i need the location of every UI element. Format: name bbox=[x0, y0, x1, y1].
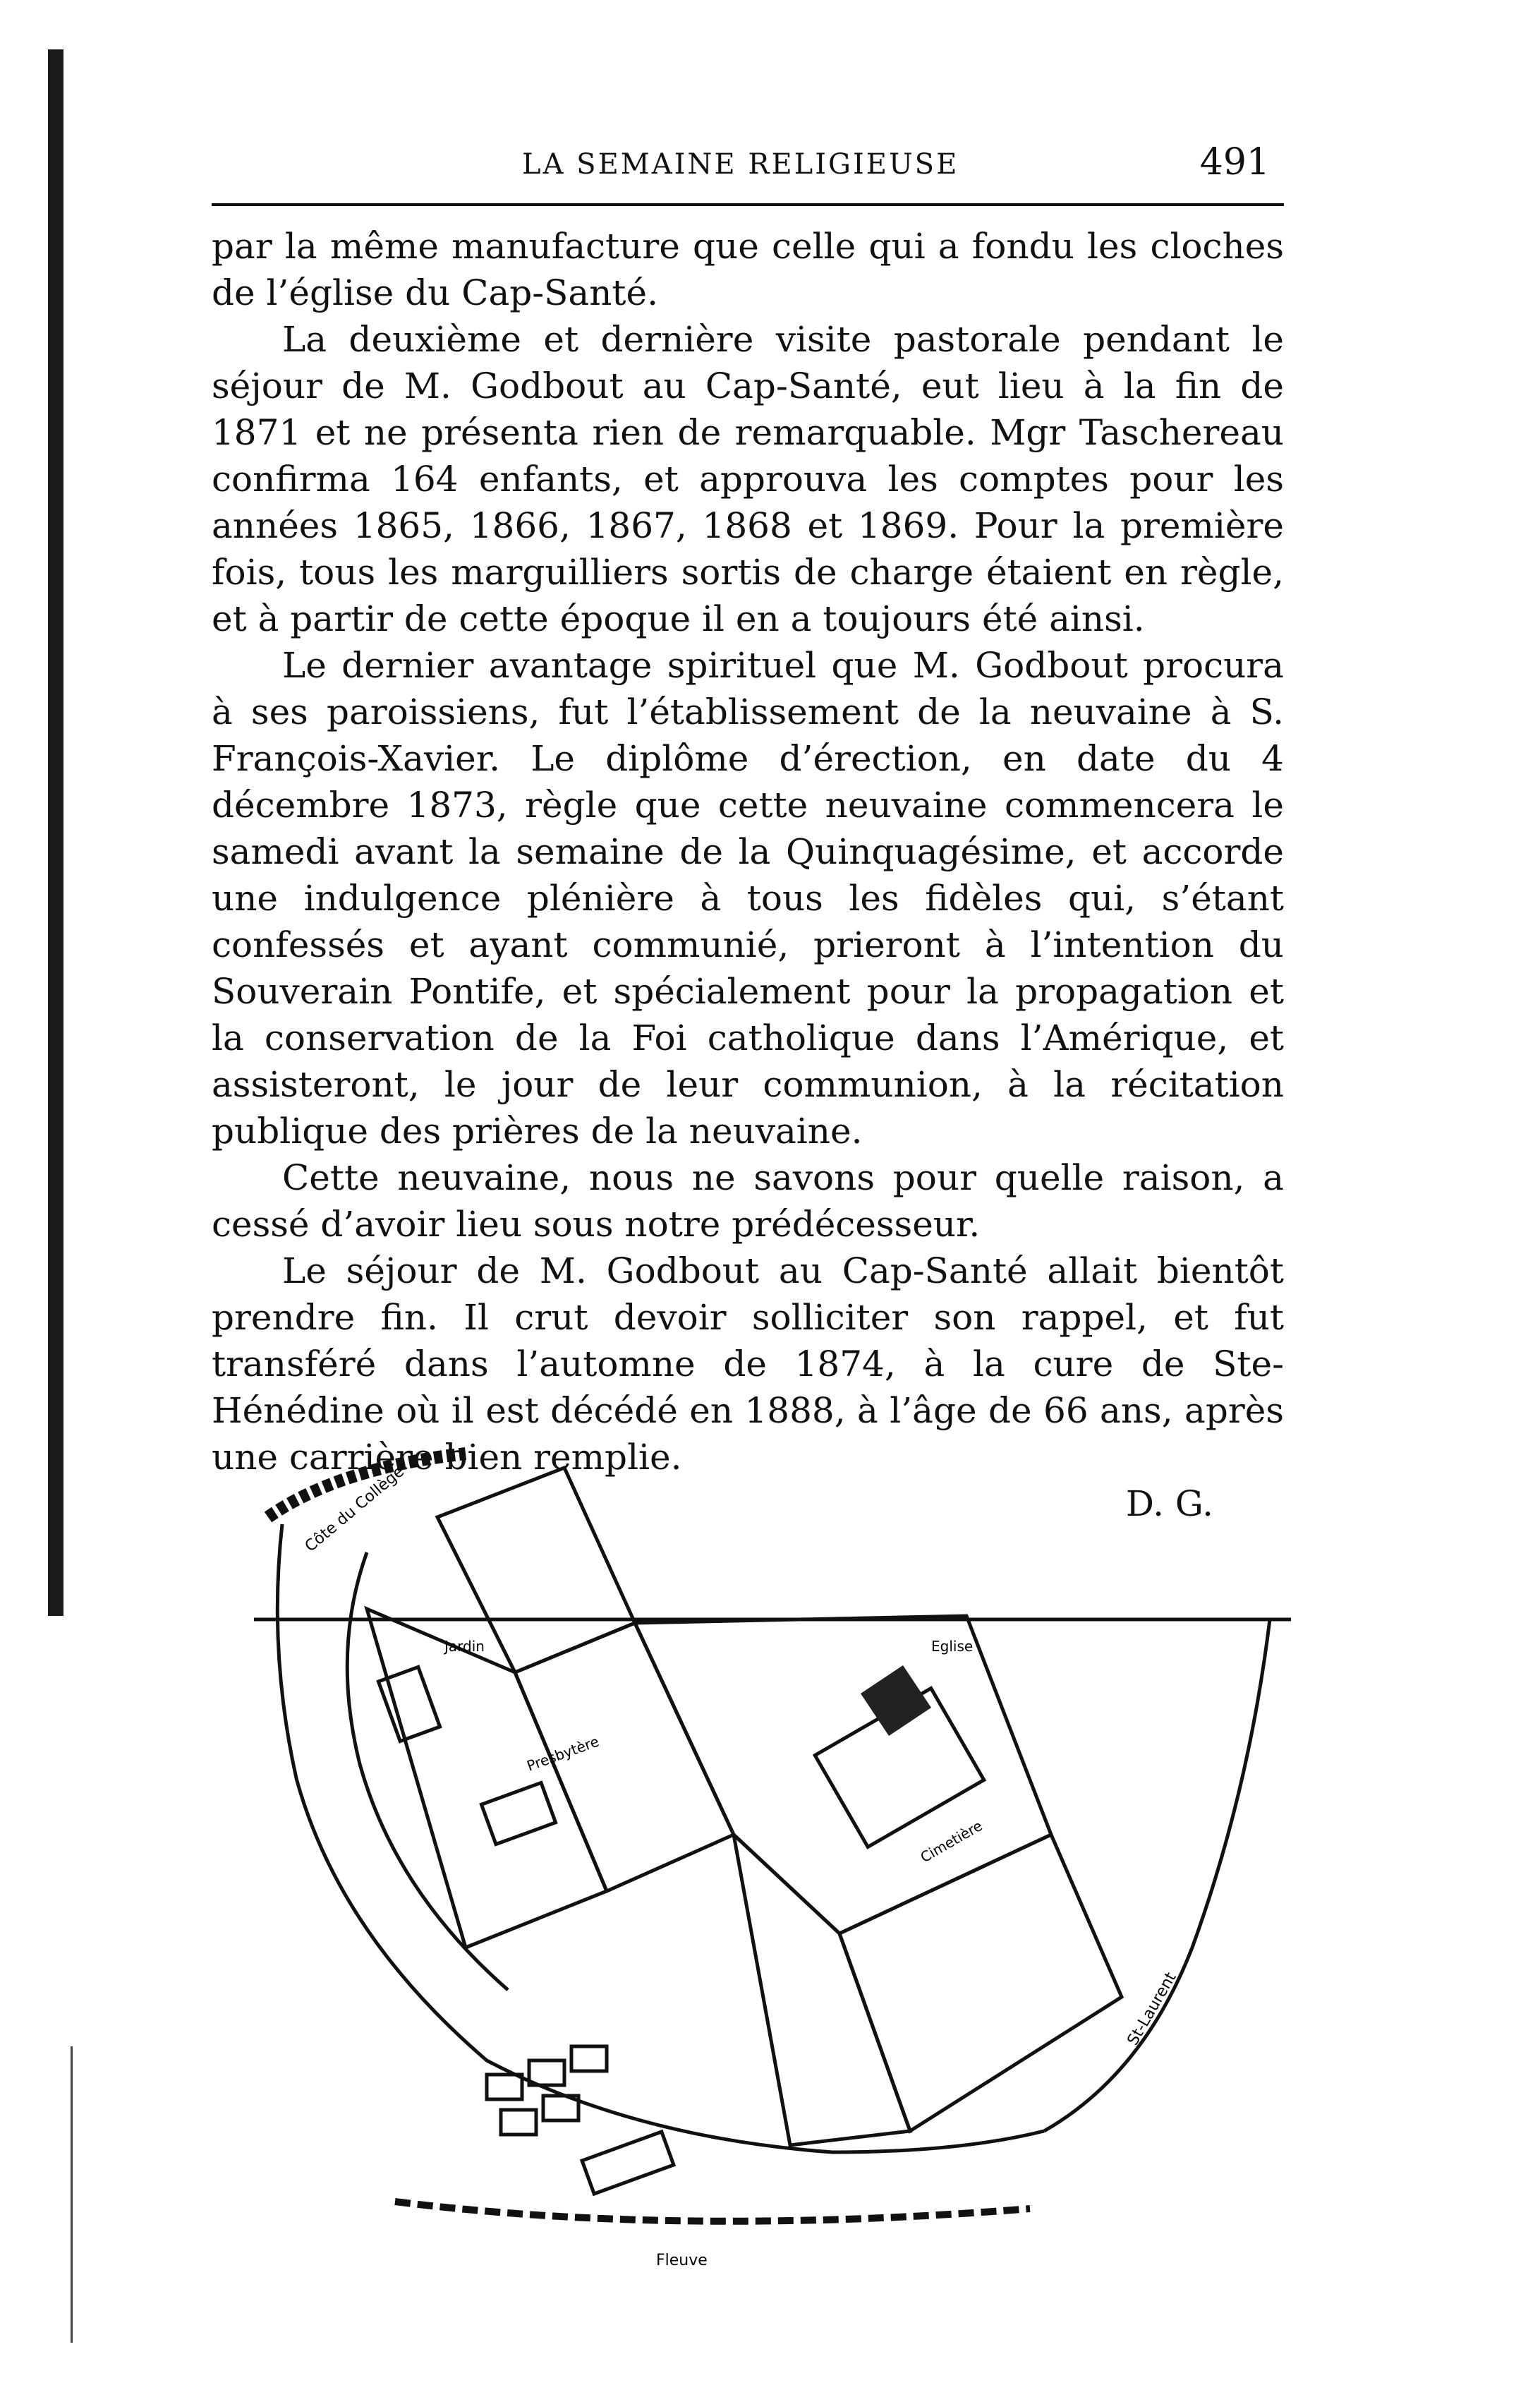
paragraph: La deuxième et dernière visite pastorale pendant le séjour de M. Godbout au Cap-Santé, eut lieu à la fin de 1871 et ne présenta rien de remarquable. Mgr Taschereau confirma 164 enfants, et approuva les comptes pour les années 1865, 1866, 1867, 1868 et 1869. Pour la première fois, tous les marguilliers sortis de charge étaient en règle, et à partir de cette époque il en a toujours été ainsi. bbox=[212, 319, 1284, 639]
page-binding-line bbox=[71, 2046, 73, 2343]
map-parcel-left bbox=[367, 1609, 607, 1948]
running-head: LA SEMAINE RELIGIEUSE bbox=[522, 148, 959, 181]
map-shore bbox=[1044, 1619, 1270, 2131]
page-binding-edge bbox=[48, 49, 63, 1616]
map-parcel-church-lot bbox=[635, 1616, 1051, 1933]
map-label: St-Laurent bbox=[1124, 1969, 1180, 2048]
page-number: 491 bbox=[1199, 141, 1270, 183]
map-label: Fleuve bbox=[656, 2252, 708, 2269]
paragraph: Le dernier avantage spirituel que M. Godbout procura à ses paroissiens, fut l’établissement de la neuvaine à S. François-Xavier. Le diplôme d’érection, en date du 4 décembre 1873, règle que cette neuvaine commencera le samedi avant la semaine de la Quinquagésime, et accorde une indulgence plénière à tous les fidèles qui, s’étant confessés et ayant communié, prieront à l’intention du Souverain Pontife, et spécialement pour la propagation et la conservation de la Foi catholique dans l’Amérique, et assisteront, le jour de leur communion, à la récitation publique des prières de la neuvaine. bbox=[212, 645, 1284, 1152]
map-building-c bbox=[582, 2132, 674, 2194]
map-building-a bbox=[378, 1667, 439, 1741]
map-label: Presbytère bbox=[524, 1732, 602, 1775]
site-plan-map bbox=[254, 1440, 1298, 2279]
map-building-b bbox=[481, 1782, 555, 1844]
map-parcel-cemetery bbox=[734, 1835, 910, 2145]
map-church-tower bbox=[861, 1665, 931, 1736]
author-signature: D. G. bbox=[1125, 1483, 1213, 1524]
map-parcel-front bbox=[839, 1835, 1122, 2131]
paragraph-continuation: par la même manufacture que celle qui a fondu les cloches de l’église du Cap-Santé. bbox=[212, 226, 1284, 313]
map-graves-grid bbox=[487, 2046, 607, 2135]
map-riverbank-hatch bbox=[395, 2202, 1030, 2221]
book-page bbox=[212, 141, 1284, 1527]
map-label: Jardin bbox=[444, 1638, 485, 1655]
map-label: Eglise bbox=[931, 1638, 974, 1655]
paragraph: Cette neuvaine, nous ne savons pour quelle raison, a cessé d’avoir lieu sous notre prédécesseur. bbox=[212, 1157, 1284, 1245]
paragraph: Le séjour de M. Godbout au Cap-Santé allait bientôt prendre fin. Il crut devoir solliciter son rappel, et fut transféré dans l’automne de 1874, à la cure de Ste-Hénédine où il est décédé en 1888, à l’âge de 66 ans, après une carrière bien remplie. bbox=[212, 1250, 1284, 1478]
header-rule bbox=[212, 203, 1284, 206]
map-label: Cimetière bbox=[917, 1816, 986, 1866]
map-label: Côte du Collège bbox=[301, 1462, 408, 1556]
page-header bbox=[212, 141, 1284, 191]
body-text bbox=[212, 223, 1284, 1527]
